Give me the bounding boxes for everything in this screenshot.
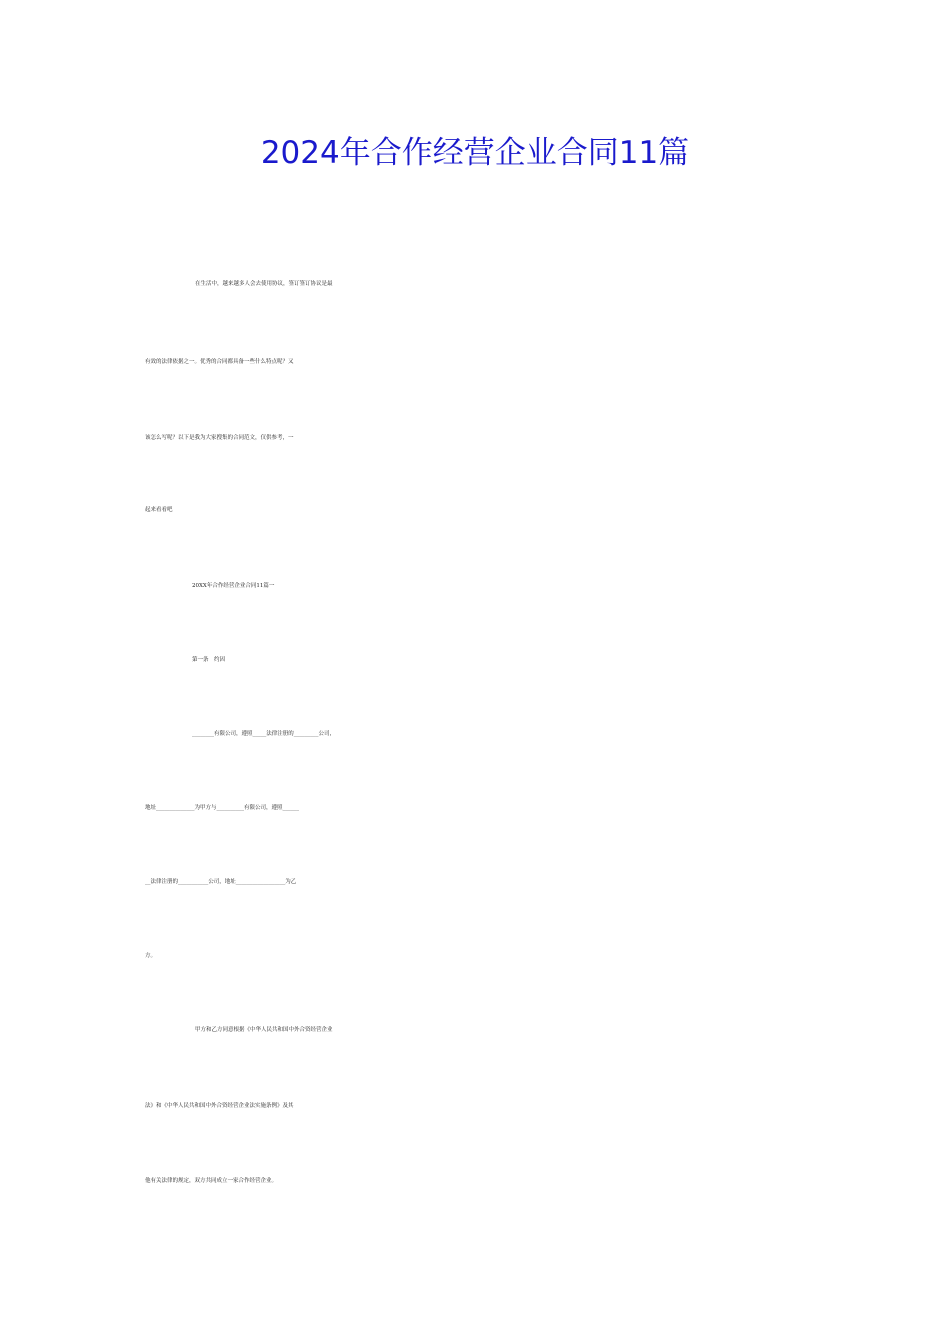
parties-line-2: 地址______________为甲方与__________有限公司，遵照______ [145, 805, 300, 811]
article-heading: 第一条 约因 [192, 657, 226, 663]
intro-line-3: 该怎么写呢？以下是我为大家搜集的合同范文，仅供参考，一 [145, 435, 294, 441]
parties-line-3: __法律注册的___________公司，地址__________________为乙 [145, 879, 297, 885]
document-title: 2024年合作经营企业合同11篇 [260, 135, 690, 171]
intro-line-2: 有效的法律依据之一。优秀的合同都具备一些什么特点呢？又 [145, 359, 294, 365]
intro-line-1: 在生活中，越来越多人会去使用协议，签订签订协议是最 [195, 281, 333, 287]
parties-line-4: 方。 [145, 953, 157, 959]
agreement-line-3: 他有关法律的规定，双方共同成立一家合作经营企业。 [145, 1178, 278, 1184]
parties-line-1: ________有限公司，遵照_____法律注册的_________公司， [192, 731, 336, 737]
section-heading: 20XX年合作经营企业合同11篇一 [192, 583, 275, 589]
agreement-line-2: 法》和《中华人民共和国中外合资经营企业法实施条例》及其 [145, 1103, 294, 1109]
agreement-line-1: 甲方和乙方同意根据《中华人民共和国中外合资经营企业 [195, 1027, 333, 1033]
intro-line-4: 起来看看吧 [145, 507, 173, 513]
